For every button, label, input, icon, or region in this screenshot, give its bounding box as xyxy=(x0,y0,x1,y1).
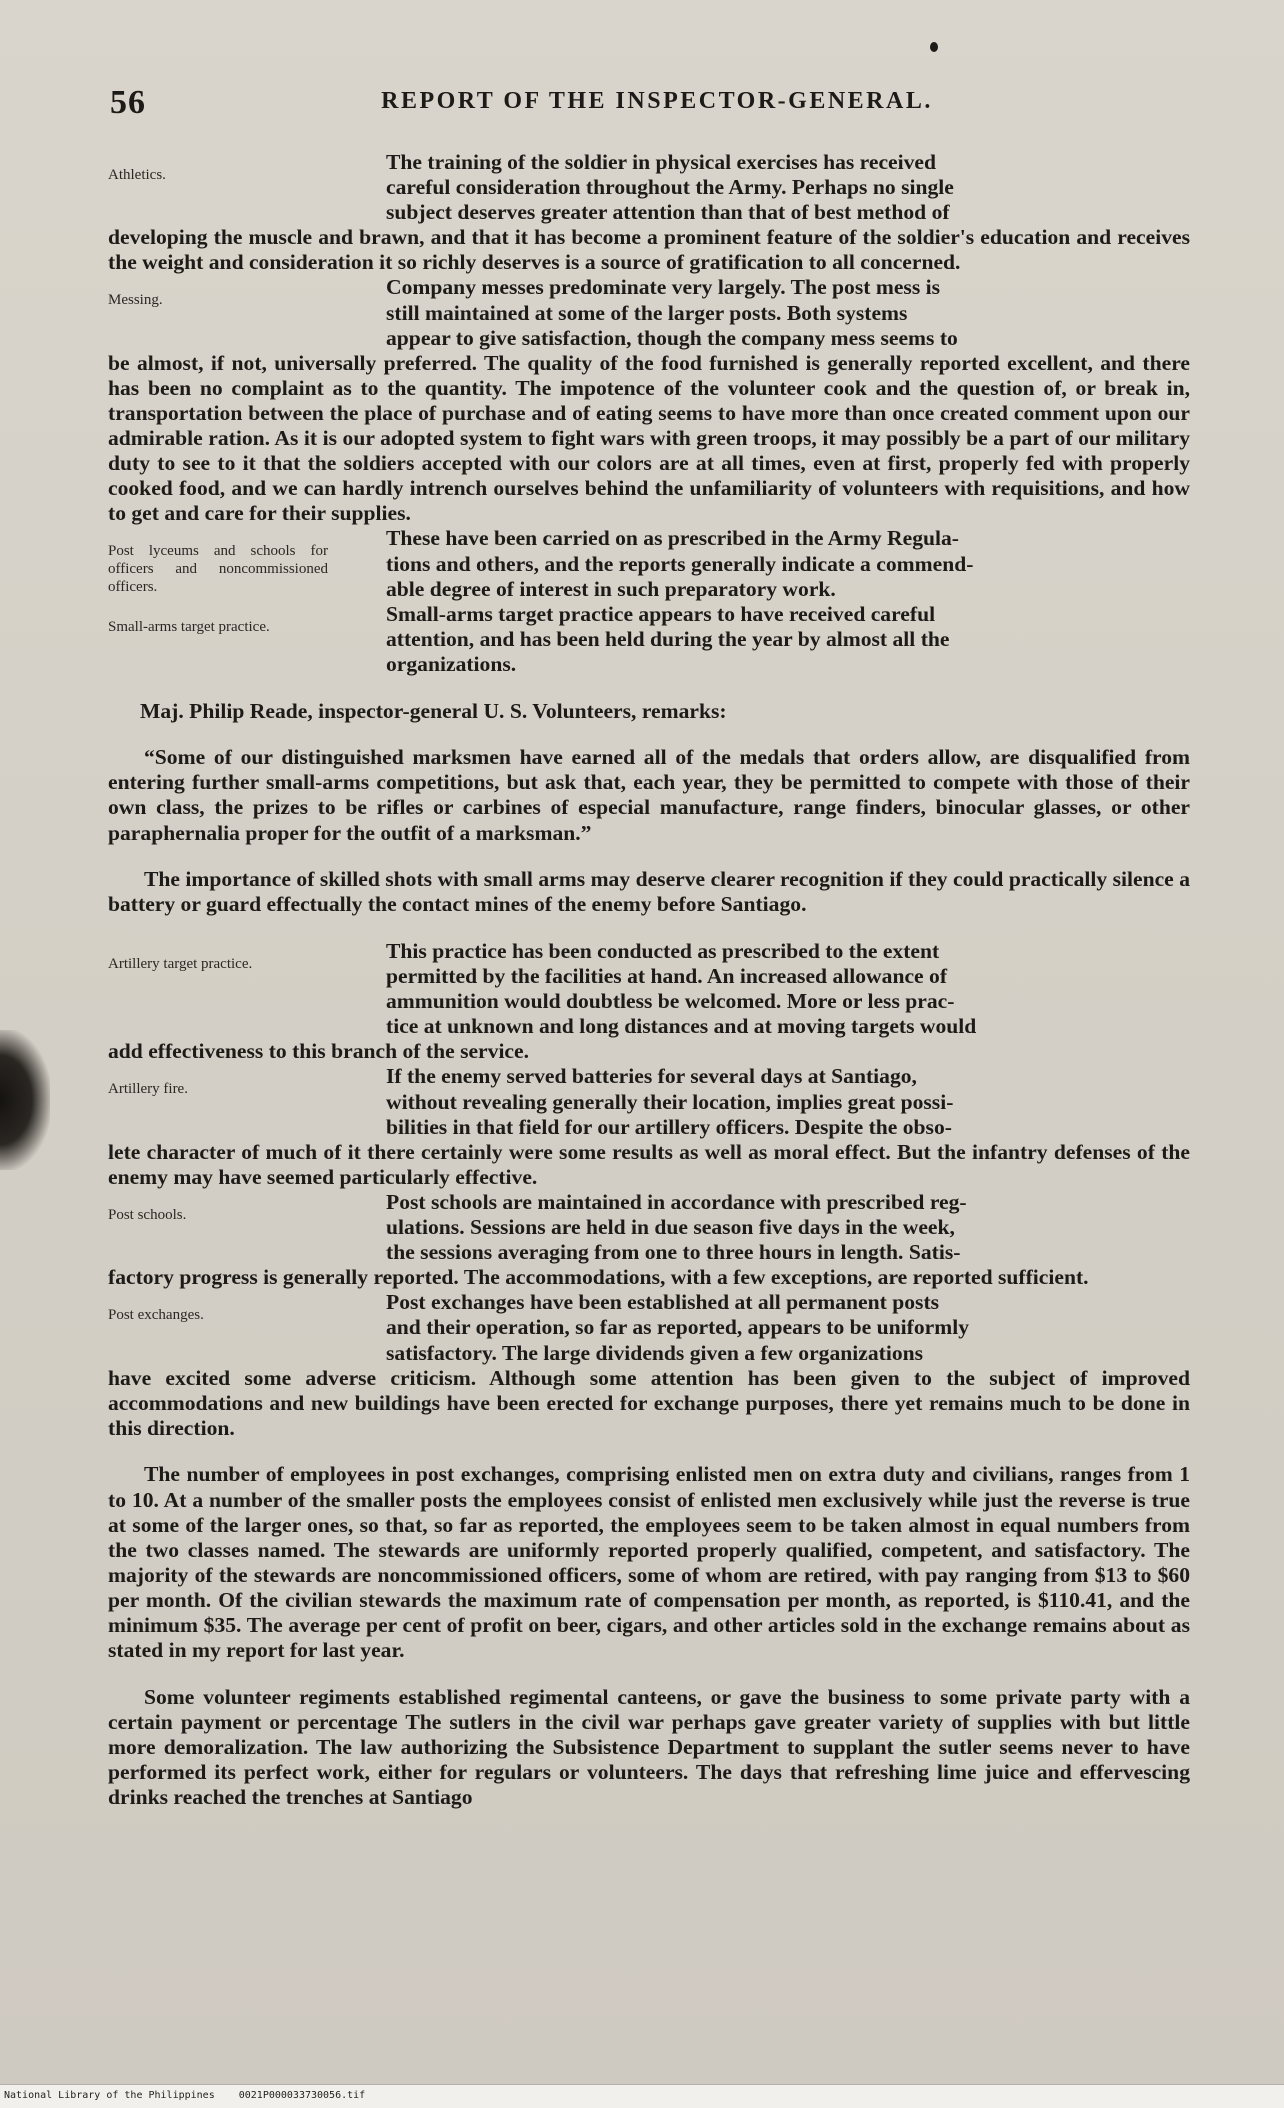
paragraph-text: be almost, if not, universally preferred. The quality of the food furnished is generally reported excellent, and there has been no complaint as to the quantity. The impotence of the volunteer cook and the question of, or break in, transportation between the place of purchase and of eating seems to have more than once created comment upon our admirable ration. As it is our adopted system to fight wars with green troops, it may possibly be a part of our military duty to see to it that the soldiers accepted with our colors are at all times, even at first, properly fed with properly cooked food, and we can hardly intrench ourselves behind the unfamiliarity of volunteers with requisitions, and how to get and care for their supplies. xyxy=(108,350,1190,526)
margin-note: Messing. xyxy=(108,292,163,309)
lead-line: tice at unknown and long distances and at moving targets would xyxy=(386,1014,977,1039)
lead-line: If the enemy served batteries for several days at Santiago, xyxy=(386,1064,917,1089)
lead-line: the sessions averaging from one to three hours in length. Satis- xyxy=(386,1240,961,1265)
lead-line: Post exchanges have been established at all permanent posts xyxy=(386,1290,940,1315)
quote-intro: Maj. Philip Reade, inspector-general U. S. Volunteers, remarks: xyxy=(140,698,727,723)
running-title: REPORT OF THE INSPECTOR-GENERAL. xyxy=(381,88,933,114)
lead-line: able degree of interest in such preparatory work. xyxy=(386,576,836,601)
lead-line: Post schools are maintained in accordance with prescribed reg- xyxy=(386,1189,967,1214)
section xyxy=(108,1064,1190,1189)
margin-note: Artillery fire. xyxy=(108,1081,188,1098)
paragraph-text: add effectiveness to this branch of the service. xyxy=(108,1039,530,1064)
margin-note: Small-arms target practice. xyxy=(108,618,270,635)
lead-line: without revealing generally their location, implies great possi- xyxy=(386,1089,954,1114)
section xyxy=(108,275,1190,526)
lead-line: still maintained at some of the larger posts. Both systems xyxy=(386,300,908,325)
lead-line: Small-arms target practice appears to have received careful xyxy=(386,601,936,626)
margin-note: Post exchanges. xyxy=(108,1307,204,1324)
margin-note: Post schools. xyxy=(108,1206,187,1223)
paragraph-text: The importance of skilled shots with small arms may deserve clearer recognition if they could practically silence a battery or guard effectually the contact mines of the enemy before Santiago. xyxy=(108,867,1190,917)
lead-line: ammunition would doubtless be welcomed. More or less prac- xyxy=(386,989,955,1014)
quote-text: “Some of our distinguished marksmen have earned all of the medals that orders allow, are disqualified from entering further small-arms competitions, but ask that, each year, they be permitted to compete with those of their own class, the prizes to be rifles or carbines of especial manufacture, range finders, binocular glasses, or other paraphernalia proper for the outfit of a marksman.” xyxy=(108,745,1190,845)
lead-line: subject deserves greater attention than that of best method of xyxy=(386,200,950,225)
lead-line: appear to give satisfaction, though the company mess seems to xyxy=(386,325,958,350)
section xyxy=(108,939,1190,1064)
lead-line: attention, and has been held during the year by almost all the xyxy=(386,626,950,651)
lead-line: satisfactory. The large dividends given a few organizations xyxy=(386,1340,924,1365)
margin-note: Post lyceums and schools for officers and noncommissioned officers. xyxy=(108,543,328,596)
paragraph-text: developing the muscle and brawn, and that it has become a prominent feature of the soldier's education and receives the weight and consideration it so richly deserves is a source of gratification to all concerned. xyxy=(108,225,1190,275)
page-body xyxy=(108,150,1190,1832)
scan-footer xyxy=(0,2084,1284,2108)
lead-line: bilities in that field for our artillery officers. Despite the obso- xyxy=(386,1114,952,1139)
paragraph-text: The number of employees in post exchanges, comprising enlisted men on extra duty and civilians, ranges from 1 to 10. At a number of the smaller posts the employees consist of enlisted men exclusively while just the reverse is true at some of the larger ones, so that, so far as reported, the employees seem to be taken almost in equal numbers from the two classes named. The stewards are uniformly reported properly qualified, competent, and satisfactory. The majority of the stewards are noncommissioned officers, some of whom are retired, with pay ranging from $13 to $60 per month. Of the civilian stewards the maximum rate of compensation per month, as reported, is $110.41, and the minimum $35. The average per cent of profit on beer, cigars, and other articles sold in the exchange remains about as stated in my report for last year. xyxy=(108,1462,1190,1663)
margin-note: Artillery target practice. xyxy=(108,956,253,972)
margin-note: Athletics. xyxy=(108,167,166,183)
lead-line: permitted by the facilities at hand. An increased allowance of xyxy=(386,964,948,989)
lead-line: This practice has been conducted as prescribed to the extent xyxy=(386,939,940,963)
paragraph-text: lete character of much of it there certainly were some results as well as moral effect. But the infantry defenses of the enemy may have seemed particularly effective. xyxy=(108,1139,1190,1189)
lead-line: Company messes predominate very largely. The post mess is xyxy=(386,275,941,300)
lead-line: organizations. xyxy=(386,651,517,676)
lead-line: ulations. Sessions are held in due season five days in the week, xyxy=(386,1215,955,1240)
section-paragraph xyxy=(108,275,1190,526)
lead-line: tions and others, and the reports generally indicate a commend- xyxy=(386,551,974,576)
section xyxy=(108,526,1190,601)
footer-file: 0021P000033730056.tif xyxy=(238,2090,366,2101)
section xyxy=(108,1190,1190,1290)
paragraph-text: have excited some adverse criticism. Although some attention has been given to the subject of improved accommodations and new buildings have been erected for exchange purposes, there yet remains much to be done in this direction. xyxy=(108,1365,1190,1440)
section xyxy=(108,1290,1190,1441)
paragraph-text: factory progress is generally reported. The accommodations, with a few exceptions, are reported sufficient. xyxy=(108,1265,1089,1290)
lead-line: The training of the soldier in physical exercises has received xyxy=(386,150,937,174)
lead-line: and their operation, so far as reported, appears to be uniformly xyxy=(386,1315,970,1340)
paragraph-text: Some volunteer regiments established regimental canteens, or gave the business to some private party with a certain payment or percentage The sutlers in the civil war perhaps gave greater variety of supplies with but little more demoralization. The law authorizing the Subsistence Department to supplant the sutler seems never to have performed its perfect work, either for regulars or volunteers. The days that refreshing lime juice and effervescing drinks reached the trenches at Santiago xyxy=(108,1684,1190,1810)
lead-line: These have been carried on as prescribed in the Army Regula- xyxy=(386,526,959,551)
binding-shadow xyxy=(0,1030,50,1170)
section xyxy=(108,150,1190,275)
ink-speck xyxy=(930,42,938,52)
footer-source: National Library of the Philippines xyxy=(4,2090,215,2101)
section xyxy=(108,602,1190,677)
section-paragraph xyxy=(108,602,1190,677)
page-header xyxy=(110,84,1204,124)
lead-line: careful consideration throughout the Army. Perhaps no single xyxy=(386,175,954,200)
page-number: 56 xyxy=(110,84,146,121)
